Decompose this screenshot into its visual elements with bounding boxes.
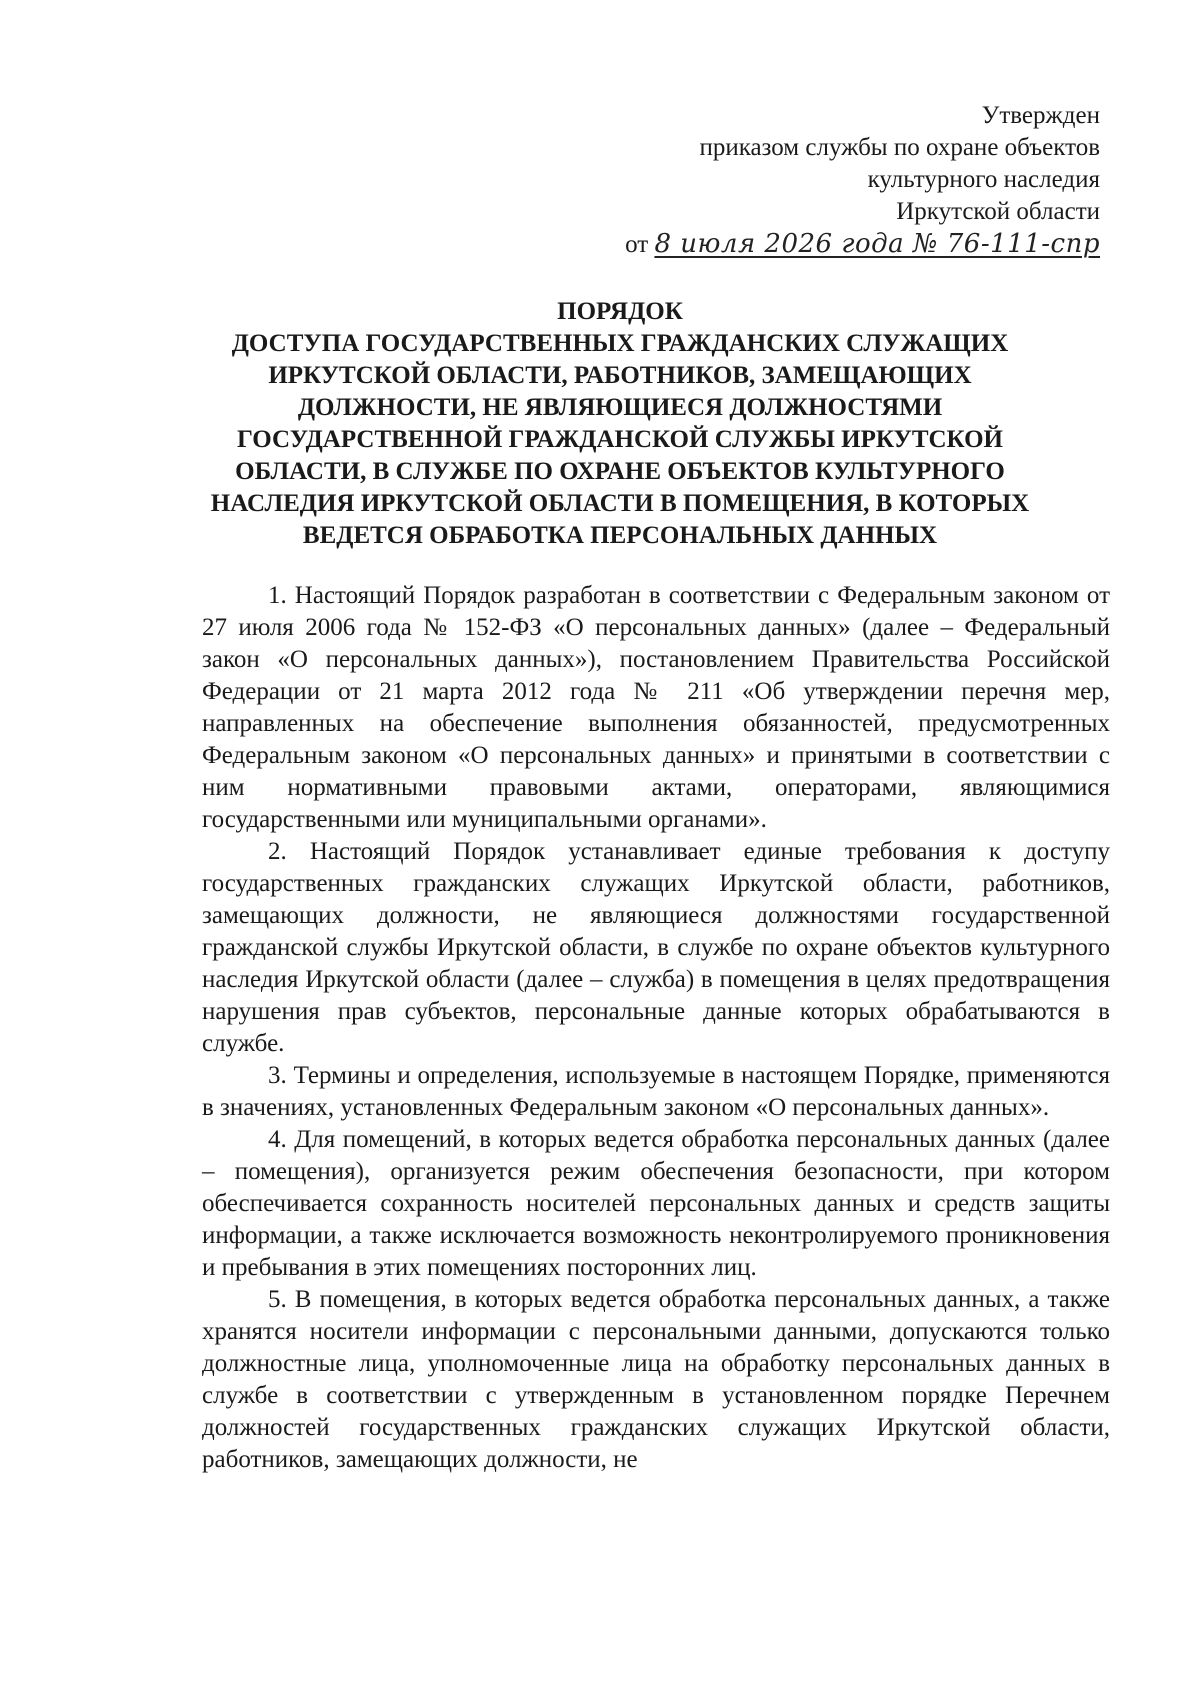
title-line-4: ДОЛЖНОСТИ, НЕ ЯВЛЯЮЩИЕСЯ ДОЛЖНОСТЯМИ	[297, 394, 943, 421]
title-line-5: ГОСУДАРСТВЕННОЙ ГРАЖДАНСКОЙ СЛУЖБЫ ИРКУТСКОЙ	[237, 426, 1003, 453]
document-title	[150, 296, 1090, 552]
title-line-7: НАСЛЕДИЯ ИРКУТСКОЙ ОБЛАСТИ В ПОМЕЩЕНИЯ, В КОТОРЫХ	[210, 490, 1030, 517]
paragraph-2: 2. Настоящий Порядок устанавливает единые требования к доступу государственных гражданских служащих Иркутской области, работников, замещающих должности, не являющиеся должностями государственной гражданской службы Иркутской области, в службе по охране объектов культурного наследия Иркутской области (далее – служба) в помещения в целях предотвращения нарушения прав субъектов, персональные данные которых обрабатываются в службе.	[202, 838, 1110, 1057]
approval-line-3: культурного наследия	[867, 166, 1100, 193]
document-body	[202, 580, 1110, 1476]
paragraph-1: 1. Настоящий Порядок разработан в соответствии с Федеральным законом от 27 июля 2006 года № 152-ФЗ «О персональных данных» (далее – Федеральный закон «О персональных данных»), постановлением Правительства Российской Федерации от 21 марта 2012 года № 211 «Об утверждении перечня мер, направленных на обеспечение выполнения обязанностей, предусмотренных Федеральным законом «О персональных данных» и принятыми в соответствии с ним нормативными правовыми актами, операторами, являющимися государственными или муниципальными органами».	[202, 582, 1110, 833]
title-line-3: ИРКУТСКОЙ ОБЛАСТИ, РАБОТНИКОВ, ЗАМЕЩАЮЩИХ	[268, 362, 972, 389]
approval-date-prefix: от	[625, 231, 649, 258]
paragraph-5: 5. В помещения, в которых ведется обработка персональных данных, а также хранятся носители информации с персональными данными, допускаются только должностные лица, уполномоченные лица на обработку персональных данных в службе в соответствии с утвержденным в установленном порядке Перечнем должностей государственных гражданских служащих Иркутской области, работников, замещающих должности, не	[202, 1286, 1110, 1473]
approval-block	[625, 100, 1100, 261]
paragraph-3: 3. Термины и определения, используемые в настоящем Порядке, применяются в значениях, установленных Федеральным законом «О персональных данных».	[202, 1062, 1110, 1121]
title-line-2: ДОСТУПА ГОСУДАРСТВЕННЫХ ГРАЖДАНСКИХ СЛУЖАЩИХ	[231, 330, 1009, 357]
paragraph-4: 4. Для помещений, в которых ведется обработка персональных данных (далее – помещения), организуется режим обеспечения безопасности, при котором обеспечивается сохранность носителей персональных данных и средств защиты информации, а также исключается возможность неконтролируемого проникновения и пребывания в этих помещениях посторонних лиц.	[202, 1126, 1110, 1281]
title-line-6: ОБЛАСТИ, В СЛУЖБЕ ПО ОХРАНЕ ОБЪЕКТОВ КУЛЬТУРНОГО	[235, 458, 1005, 485]
title-line-8: ВЕДЕТСЯ ОБРАБОТКА ПЕРСОНАЛЬНЫХ ДАННЫХ	[302, 522, 938, 549]
approval-line-4: Иркутской области	[896, 198, 1100, 225]
approval-date-line	[625, 228, 1100, 261]
approval-line-1: Утвержден	[981, 102, 1100, 129]
approval-line-2: приказом службы по охране объектов	[699, 134, 1100, 161]
title-line-1: ПОРЯДОК	[557, 298, 683, 325]
handwritten-date-number: 8 июля 2026 года № 76-111-спр	[654, 229, 1100, 259]
